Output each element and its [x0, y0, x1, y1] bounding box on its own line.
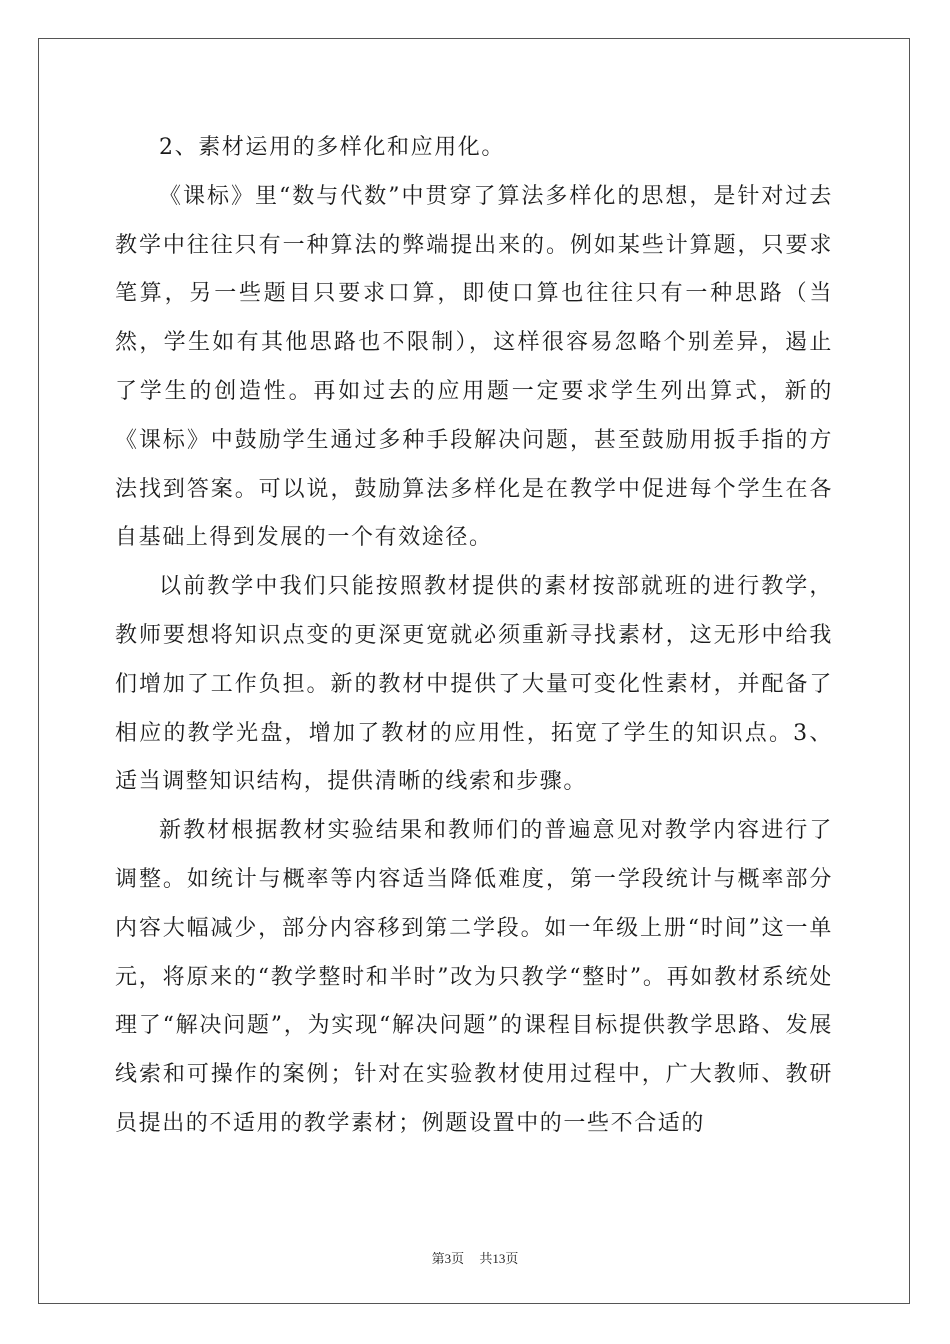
- document-body: [115, 124, 833, 1149]
- paragraph-teaching-materials: 以前教学中我们只能按照教材提供的素材按部就班的进行教学，教师要想将知识点变的更深更宽就必须重新寻找素材，这无形中给我们增加了工作负担。新的教材中提供了大量可变化性素材，并配备了相应的教学光盘，增加了教材的应用性，拓宽了学生的知识点。3、适当调整知识结构，提供清晰的线索和步骤。: [115, 574, 833, 795]
- paragraph-content-adjustment: 新教材根据教材实验结果和教师们的普遍意见对教学内容进行了调整。如统计与概率等内容适当降低难度，第一学段统计与概率部分内容大幅减少，部分内容移到第二学段。如一年级上册“时间”这一单元，将原来的“教学整时和半时”改为只教学“整时”。再如教材系统处理了“解决问题”，为实现“解决问题”的课程目标提供教学思路、发展线索和可操作的案例；针对在实验教材使用过程中，广大教师、教研员提出的不适用的教学素材；例题设置中的一些不合适的: [115, 818, 833, 1136]
- paragraph-algorithm-diversity: 《课标》里“数与代数”中贯穿了算法多样化的思想，是针对过去教学中往往只有一种算法的弊端提出来的。例如某些计算题，只要求笔算，另一些题目只要求口算，即使口算也往往只有一种思路（当然，学生如有其他思路也不限制），这样很容易忽略个别差异，遏止了学生的创造性。再如过去的应用题一定要求学生列出算式，新的《课标》中鼓励学生通过多种手段解决问题，甚至鼓励用扳手指的方法找到答案。可以说，鼓励算法多样化是在教学中促进每个学生在各自基础上得到发展的一个有效途径。: [115, 183, 833, 551]
- page-number: 第3页: [431, 1251, 465, 1266]
- paragraph-heading-2: 2、素材运用的多样化和应用化。: [159, 135, 505, 160]
- page-total: 共13页: [479, 1251, 519, 1266]
- page-footer: [0, 1248, 950, 1267]
